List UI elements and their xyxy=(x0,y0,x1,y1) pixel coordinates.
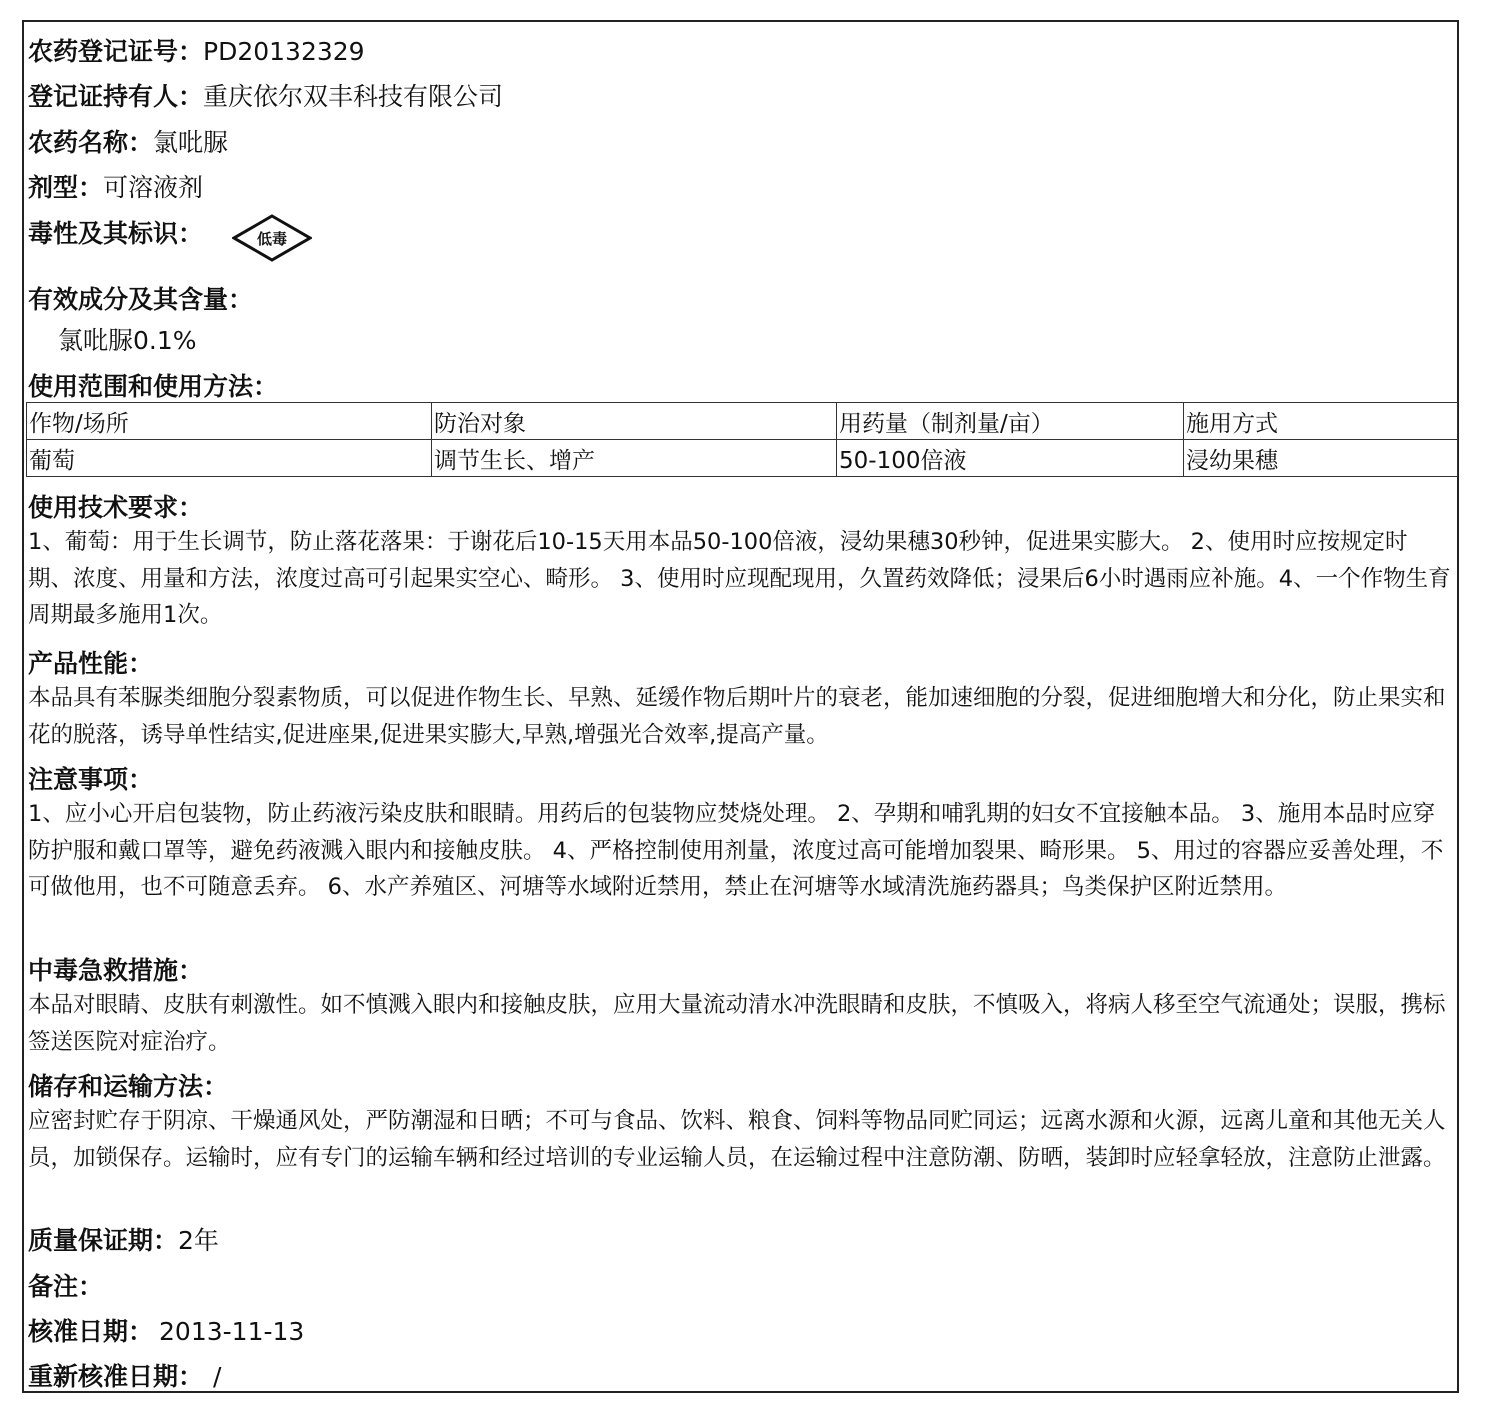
performance-row xyxy=(28,644,153,680)
registration-number-row xyxy=(28,32,365,68)
low-toxicity-diamond-icon xyxy=(232,214,312,262)
caution-label: 注意事项： xyxy=(28,765,154,794)
performance-label: 产品性能： xyxy=(28,649,154,678)
header-method: 施用方式 xyxy=(1184,403,1458,440)
cell-crop: 葡萄 xyxy=(27,440,432,477)
cell-dosage: 50-100倍液 xyxy=(837,440,1184,477)
formulation-label: 剂型： xyxy=(28,173,104,202)
formulation-value: 可溶液剂 xyxy=(103,173,204,202)
approval-date-label: 核准日期： xyxy=(28,1317,154,1346)
scope-row xyxy=(28,367,278,403)
ingredient-row xyxy=(28,280,253,316)
toxicity-label: 毒性及其标识： xyxy=(28,219,204,248)
first-aid-label: 中毒急救措施： xyxy=(28,956,204,985)
pesticide-name-label: 农药名称： xyxy=(28,128,154,157)
remark-row xyxy=(28,1267,103,1303)
approval-date-row xyxy=(28,1312,304,1348)
approval-date-value: 2013-11-13 xyxy=(159,1317,305,1346)
caution-text: 1、应小心开启包装物，防止药液污染皮肤和眼睛。用药后的包装物应焚烧处理。 2、孕期和哺乳期的妇女不宜接触本品。 3、施用本品时应穿防护服和戴口罩等，避免药液溅入眼内和接触皮肤。 4、严格控制使用剂量，浓度过高可能增加裂果、畸形果。 5、用过的容器应妥善处理，不可做他用，也不可随意丢弃。 6、水产养殖区、河塘等水域附近禁用，禁止在河塘等水域清洗施药器具；鸟类保护区附近禁用。 xyxy=(28,801,1444,900)
performance-text: 本品具有苯脲类细胞分裂素物质，可以促进作物生长、早熟、延缓作物后期叶片的衰老，能加速细胞的分裂，促进细胞增大和分化，防止果实和花的脱落，诱导单性结实,促进座果,促进果实膨大,早熟,增强光合效率,提高产量。 xyxy=(28,685,1446,748)
reapproval-date-label: 重新核准日期： xyxy=(28,1362,204,1391)
holder-row xyxy=(28,77,503,113)
ingredient-label: 有效成分及其含量： xyxy=(28,285,254,314)
registration-number-label: 农药登记证号： xyxy=(28,37,204,66)
remark-label: 备注： xyxy=(28,1272,104,1301)
warranty-row xyxy=(28,1221,219,1257)
registration-frame xyxy=(22,20,1459,1393)
usage-table-header-row xyxy=(27,403,1458,440)
first-aid-text: 本品对眼睛、皮肤有刺激性。如不慎溅入眼内和接触皮肤，应用大量流动清水冲洗眼睛和皮肤，不慎吸入，将病人移至空气流通处；误服，携标签送医院对症治疗。 xyxy=(28,992,1446,1055)
storage-label: 储存和运输方法： xyxy=(28,1072,229,1101)
header-target: 防治对象 xyxy=(432,403,837,440)
pesticide-name-value: 氯吡脲 xyxy=(153,128,229,157)
cell-target: 调节生长、增产 xyxy=(432,440,837,477)
toxicity-row xyxy=(28,214,203,250)
reapproval-date-value: / xyxy=(213,1362,222,1391)
ingredient-value-row xyxy=(58,321,197,357)
low-toxicity-badge-text: 低毒 xyxy=(256,230,288,248)
holder-value: 重庆依尔双丰科技有限公司 xyxy=(203,82,504,111)
ingredient-value: 氯吡脲0.1% xyxy=(58,326,197,355)
warranty-value: 2年 xyxy=(178,1226,219,1255)
header-dosage: 用药量（制剂量/亩） xyxy=(837,403,1184,440)
cell-method: 浸幼果穗 xyxy=(1184,440,1458,477)
first-aid-row xyxy=(28,951,203,987)
warranty-label: 质量保证期： xyxy=(28,1226,179,1255)
scope-label: 使用范围和使用方法： xyxy=(28,372,279,401)
usage-table xyxy=(26,402,1458,477)
usage-table-row xyxy=(27,440,1458,477)
caution-row xyxy=(28,760,153,796)
formulation-row xyxy=(28,168,203,204)
tech-requirements-row xyxy=(28,488,203,524)
storage-text: 应密封贮存于阴凉、干燥通风处，严防潮湿和日晒；不可与食品、饮料、粮食、饲料等物品同贮同运；远离水源和火源，远离儿童和其他无关人员，加锁保存。运输时，应有专门的运输车辆和经过培训的专业运输人员，在运输过程中注意防潮、防晒，装卸时应轻拿轻放，注意防止泄露。 xyxy=(28,1108,1446,1171)
reapproval-date-row xyxy=(28,1357,221,1393)
pesticide-name-row xyxy=(28,123,228,159)
storage-row xyxy=(28,1067,228,1103)
tech-requirements-text: 1、葡萄：用于生长调节，防止落花落果：于谢花后10-15天用本品50-100倍液，浸幼果穗30秒钟，促进果实膨大。 2、使用时应按规定时期、浓度、用量和方法，浓度过高可引起果实空心、畸形。 3、使用时应现配现用，久置药效降低；浸果后6小时遇雨应补施。4、一个作物生育周期最多施用1次。 xyxy=(28,529,1451,628)
tech-requirements-label: 使用技术要求： xyxy=(28,493,204,522)
holder-label: 登记证持有人： xyxy=(28,82,204,111)
header-crop: 作物/场所 xyxy=(27,403,432,440)
registration-number-value: PD20132329 xyxy=(203,37,365,66)
